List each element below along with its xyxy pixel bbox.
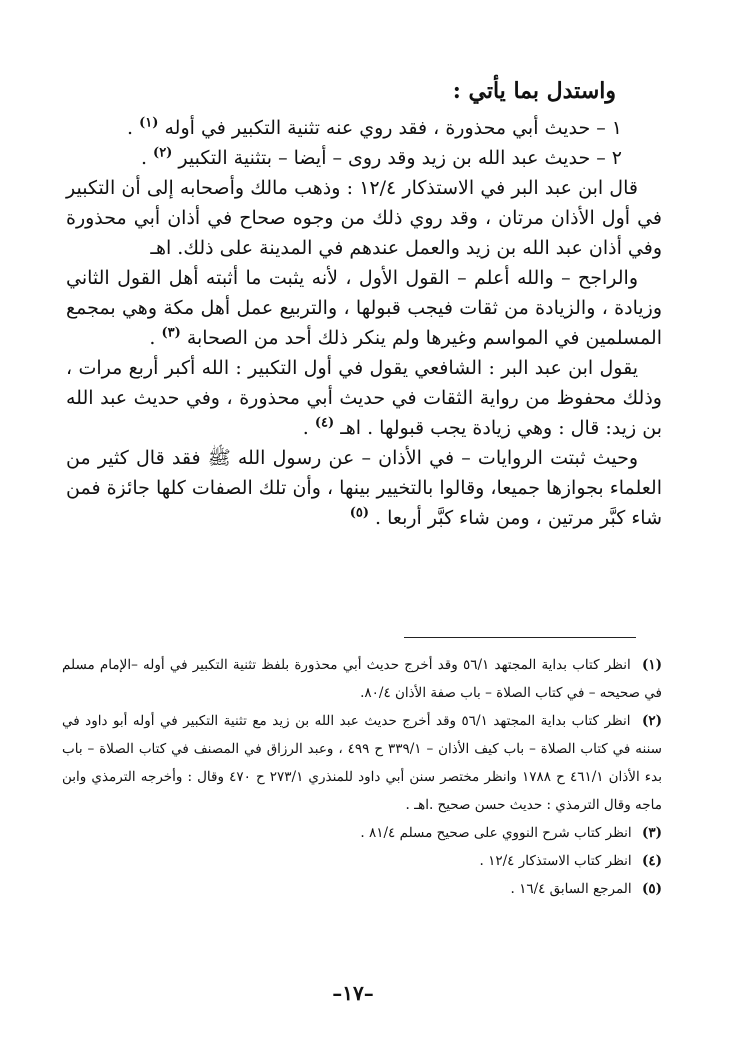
item-tail: . — [140, 147, 147, 169]
footnote-ref[interactable]: (٢) — [153, 145, 173, 161]
footnote-number: (١) — [641, 657, 663, 673]
footnote-number: (٥) — [641, 881, 662, 897]
section-heading: واستدل بما يأتي : — [452, 78, 616, 104]
paragraph-text: قال ابن عبد البر في الاستذكار ١٢/٤ : وذهب مالك وأصحابه إلى أن التكبير في أول الأذان مرتان ، وقد روي ذلك من وجوه صحاح في أذان أبي محذورة وفي أذان عبد الله بن زيد والعمل عندهم في المدينة على ذلك. اهـ — [66, 177, 662, 259]
footnote-text: المرجع السابق ١٦/٤ . — [510, 881, 632, 897]
footnote-text: انظر كتاب الاستذكار ١٢/٤ . — [479, 853, 632, 869]
footnote-separator — [404, 637, 636, 638]
footnote — [62, 707, 662, 819]
item-tail: . — [127, 117, 134, 139]
main-text — [66, 113, 662, 533]
evidence-item — [66, 113, 662, 143]
footnote-ref[interactable]: (١) — [139, 115, 159, 131]
footnote-ref[interactable]: (٤) — [314, 415, 335, 431]
footnote — [62, 819, 662, 847]
footnote-number: (٣) — [641, 825, 662, 841]
footnote-ref[interactable]: (٥) — [349, 505, 369, 521]
footnote — [62, 651, 662, 707]
page-number: –١٧– — [332, 981, 374, 1005]
footnote-text: انظر كتاب شرح النووي على صحيح مسلم ٨١/٤ . — [360, 825, 632, 841]
body-paragraph — [66, 443, 662, 533]
paragraph-text: وحيث ثبتت الروايات – في الأذان – عن رسول الله ﷺ فقد قال كثير من العلماء بجوازها جميعا، وقالوا بالتخيير بينها ، وأن تلك الصفات كلها جائزة فمن شاء كبَّر مرتين ، ومن شاء كبَّر أربعا . — [66, 447, 662, 529]
body-paragraph — [66, 173, 662, 263]
evidence-item — [66, 143, 662, 173]
body-paragraph — [66, 353, 662, 443]
item-text: ١ – حديث أبي محذورة ، فقد روي عنه تثنية التكبير في أوله — [164, 117, 622, 139]
paragraph-tail: . — [149, 327, 156, 349]
footnote-text: انظر كتاب بداية المجتهد ٥٦/١ وقد أخرج حديث أبي محذورة بلفظ تثنية التكبير في أوله –الإمام مسلم في صحيحه – في كتاب الصلاة – باب صفة الأذان ٨٠/٤. — [62, 657, 662, 701]
footnote-number: (٤) — [641, 853, 662, 869]
footnote — [62, 847, 662, 875]
footnote-number: (٢) — [641, 713, 663, 729]
footnote-text: انظر كتاب بداية المجتهد ٥٦/١ وقد أخرج حديث عبد الله بن زيد مع تثنية التكبير في أوله أبو داود في سننه في كتاب الصلاة – باب كيف الأذان – ٣٣٩/١ ح ٤٩٩ ، وعبد الرزاق في المصنف في كتاب الصلاة – باب بدء الأذان ٤٦١/١ ح ١٧٨٨ وانظر مختصر سنن أبي داود للمنذري ٢٧٣/١ ح ٤٧٠ وقال : وأخرجه الترمذي وابن ماجه وقال الترمذي : حديث حسن صحيح .اهـ . — [62, 713, 662, 813]
footnote-ref[interactable]: (٣) — [161, 325, 181, 341]
footnote — [62, 875, 662, 903]
item-text: ٢ – حديث عبد الله بن زيد وقد روى – أيضا – بتثنية التكبير — [178, 147, 622, 169]
body-paragraph — [66, 263, 662, 353]
paragraph-tail: . — [302, 417, 309, 439]
paragraph-text: يقول ابن عبد البر : الشافعي يقول في أول التكبير : الله أكبر أربع مرات ، وذلك محفوظ من رواية الثقات في حديث أبي محذورة ، وفي حديث عبد الله بن زيد: قال : وهي زيادة يجب قبولها . اهـ — [66, 357, 662, 439]
paragraph-text: والراجح – والله أعلم – القول الأول ، لأنه يثبت ما أثبته أهل القول الثاني وزيادة ، والزيادة من ثقات فيجب قبولها ، والتربيع عمل أهل مكة وهي بمجمع المسلمين في المواسم وغيرها ولم ينكر ذلك أحد من الصحابة — [66, 267, 662, 349]
footnotes — [62, 651, 662, 903]
